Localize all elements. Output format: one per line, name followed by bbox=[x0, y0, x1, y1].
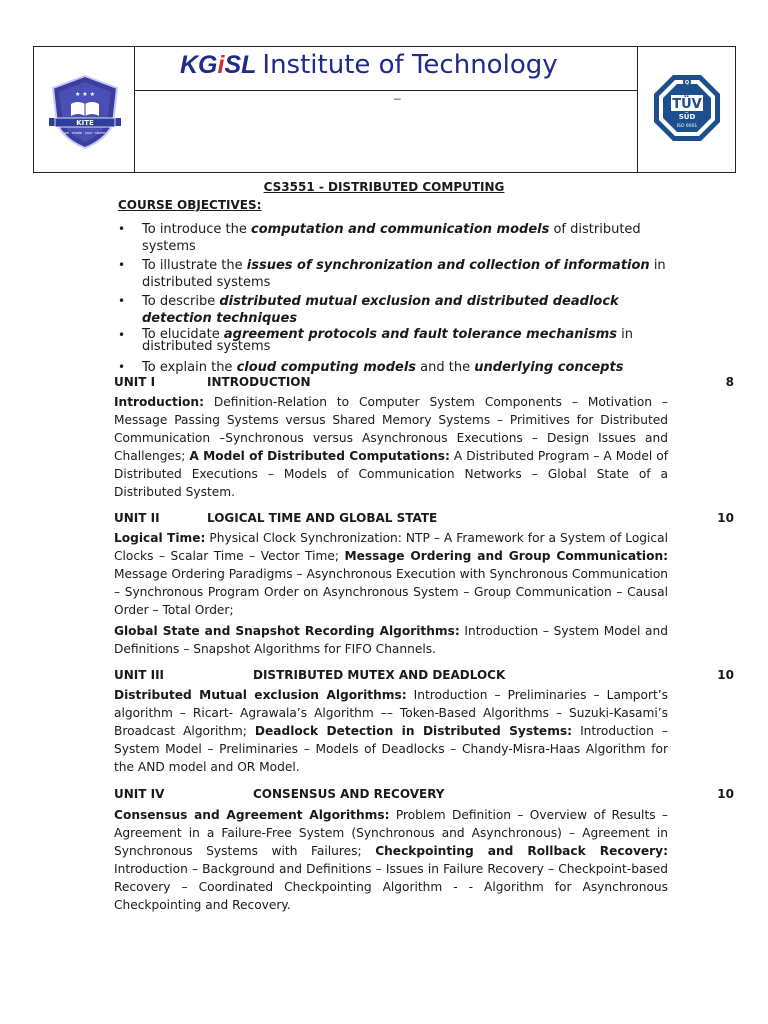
objective-item: • To introduce the computation and communication models of distributed systems bbox=[118, 221, 678, 255]
objectives-list bbox=[118, 221, 678, 378]
topic-heading: Logical Time: bbox=[114, 531, 206, 545]
unit-title: DISTRIBUTED MUTEX AND DEADLOCK bbox=[253, 668, 506, 682]
unit-content bbox=[114, 687, 668, 777]
certification-cell bbox=[637, 47, 735, 172]
kite-logo-icon bbox=[49, 74, 121, 150]
unit-number: UNIT II bbox=[114, 511, 160, 525]
header-dash: – bbox=[394, 91, 401, 105]
unit-heading bbox=[114, 667, 734, 685]
brand-accent: i bbox=[217, 51, 225, 79]
topic-heading: Distributed Mutual exclusion Algorithms: bbox=[114, 688, 407, 702]
objectives-heading: COURSE OBJECTIVES: bbox=[118, 198, 262, 212]
topic-text: Physical Clock Synchronization: NTP – A Framework for a System of Logical Clocks – Scalar Time – Vector Time; bbox=[114, 531, 668, 563]
topic-heading: Checkpointing and Rollback Recovery: bbox=[375, 843, 668, 858]
topic-heading: Introduction: bbox=[114, 395, 204, 409]
tuv-iso: ISO 9001 bbox=[676, 124, 698, 129]
tuv-top-label: Q bbox=[684, 80, 690, 86]
unit-content bbox=[114, 807, 668, 914]
topic-heading: Global State and Snapshot Recording Algorithms: bbox=[114, 624, 460, 638]
unit-content bbox=[114, 394, 668, 501]
tuv-sub: SÜD bbox=[678, 113, 696, 121]
unit-number: UNIT IV bbox=[114, 787, 165, 801]
svg-text:★ ★ ★: ★ ★ ★ bbox=[75, 91, 95, 98]
topic-text: Introduction – System Model – Preliminaries – Models of Deadlocks – Chandy-Misra-Haas Algorithm for the AND model and OR Model. bbox=[114, 723, 668, 774]
objective-item: • To describe distributed mutual exclusion and distributed deadlock detection techniques bbox=[118, 293, 678, 327]
unit-content bbox=[114, 530, 668, 620]
topic-heading: Consensus and Agreement Algorithms: bbox=[114, 808, 390, 822]
unit-hours: 10 bbox=[717, 668, 734, 682]
brand-prefix: KG bbox=[180, 51, 218, 79]
tuv-certification-icon bbox=[652, 73, 722, 143]
objective-item: • To illustrate the issues of synchronization and collection of information in distributed systems bbox=[118, 257, 678, 291]
objective-item: • To explain the cloud computing models and the underlying concepts bbox=[118, 359, 678, 376]
topic-text: A Distributed Program – A Model of Distributed Executions – Models of Communication Networks – Global State of a Distributed System. bbox=[114, 448, 668, 499]
unit-hours: 8 bbox=[725, 375, 734, 389]
course-title: CS3551 - DISTRIBUTED COMPUTING bbox=[263, 180, 505, 194]
title-row bbox=[135, 47, 637, 91]
unit-heading bbox=[114, 786, 734, 804]
unit-number: UNIT III bbox=[114, 668, 165, 682]
kite-logo-tagline: we · create · your · stories bbox=[64, 131, 106, 135]
tuv-name: TÜV bbox=[672, 97, 702, 112]
unit-heading bbox=[114, 374, 734, 392]
topic-text: Definition-Relation to Computer System Components – Motivation – Message Passing Systems versus Shared Memory Systems – Primitives for Distributed Communication –Synchronous versus Asynchronous Executions – Design Issues and Challenges; bbox=[114, 395, 668, 463]
unit-hours: 10 bbox=[717, 511, 734, 525]
unit-hours: 10 bbox=[717, 787, 734, 801]
unit-content bbox=[114, 623, 668, 659]
topic-heading: Message Ordering and Group Communication: bbox=[344, 548, 668, 563]
unit-number: UNIT I bbox=[114, 375, 156, 389]
topic-text: Problem Definition – Overview of Results – Agreement in a Failure-Free System (Synchronous and Asynchronous) – Agreement in Synchronous Systems with Failures; bbox=[114, 808, 668, 858]
unit-heading bbox=[114, 510, 734, 528]
unit-title: LOGICAL TIME AND GLOBAL STATE bbox=[207, 511, 438, 525]
brand-suffix: SL bbox=[224, 51, 257, 79]
brand-wordmark bbox=[180, 51, 256, 80]
kite-logo-text: KITE bbox=[76, 119, 94, 127]
logo-cell bbox=[34, 47, 135, 172]
institute-name: Institute of Technology bbox=[262, 50, 558, 80]
topic-heading: Deadlock Detection in Distributed Systems: bbox=[254, 723, 573, 738]
topic-text: Introduction – Preliminaries – Lamport’s algorithm – Ricart- Agrawala’s Algorithm –– Token-Based Algorithms – Suzuki-Kasami’s Broadcast Algorithm; bbox=[114, 688, 668, 738]
institution-title bbox=[180, 50, 558, 80]
topic-text: Introduction – System Model and Definitions – Snapshot Algorithms for FIFO Channels. bbox=[114, 624, 668, 656]
topic-text: Introduction – Background and Definitions – Issues in Failure Recovery – Checkpoint-based Recovery – Coordinated Checkpointing Algorithm - - Algorithm for Asynchronous Checkpointing and Recovery. bbox=[114, 861, 668, 912]
unit-title: CONSENSUS AND RECOVERY bbox=[253, 787, 445, 801]
topic-text: Message Ordering Paradigms – Asynchronous Execution with Synchronous Communication – Synchronous Program Order on Asynchronous System – Group Communication – Causal Order – Total Order; bbox=[114, 566, 668, 617]
topic-heading: A Model of Distributed Computations: bbox=[189, 448, 450, 463]
document-header bbox=[33, 46, 736, 173]
objective-item: • To elucidate agreement protocols and fault tolerance mechanisms in distributed systems bbox=[118, 329, 678, 353]
unit-title: INTRODUCTION bbox=[207, 375, 311, 389]
